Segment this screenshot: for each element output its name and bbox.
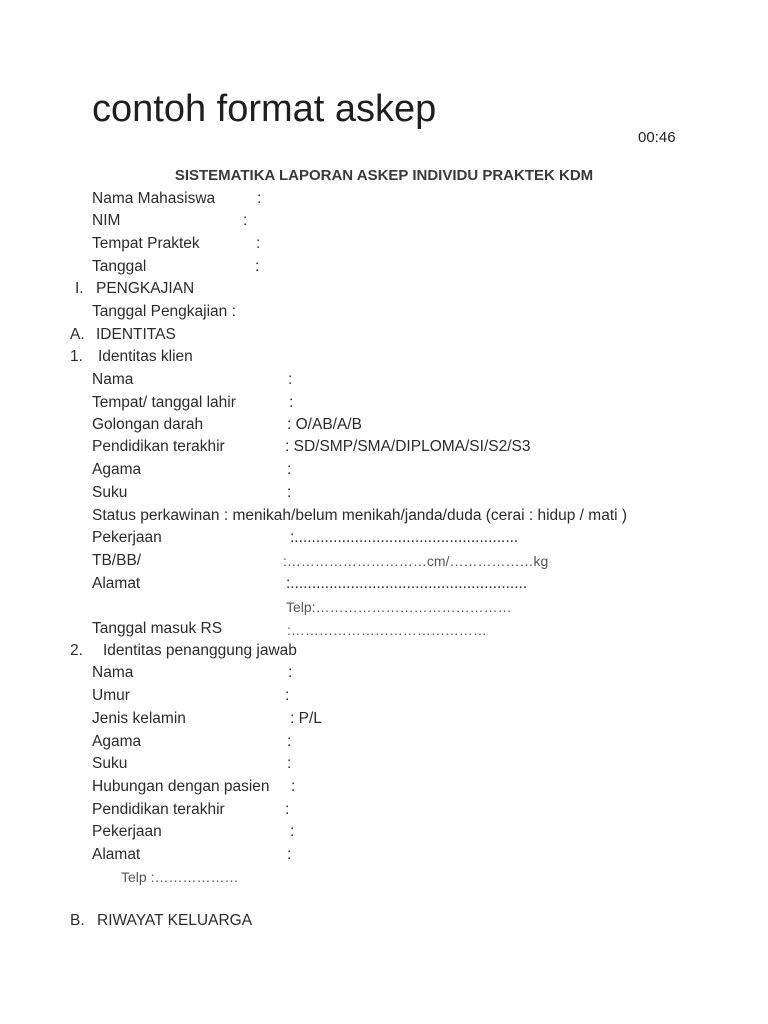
value-alamat: :....................................................... — [286, 575, 528, 592]
subsection-title-klien: Identitas klien — [98, 348, 193, 365]
section-number: I. — [75, 280, 84, 297]
label-golongan-darah: Golongan darah — [92, 416, 204, 433]
value-pendidikan: : SD/SMP/SMA/DIPLOMA/SI/S2/S3 — [285, 438, 531, 455]
label-nim: NIM — [92, 212, 121, 229]
colon: : — [255, 258, 260, 275]
label-umur: Umur — [92, 687, 130, 704]
section-letter: A. — [70, 326, 85, 343]
label-tanggal-masuk: Tanggal masuk RS — [92, 620, 223, 637]
label-tanggal: Tanggal — [92, 258, 147, 275]
colon: : — [287, 733, 292, 750]
label-pendidikan: Pendidikan terakhir — [92, 438, 225, 455]
form-heading: SISTEMATIKA LAPORAN ASKEP INDIVIDU PRAKTEK KDM — [174, 167, 594, 184]
colon: : — [288, 664, 293, 681]
label-telp: Telp :……………… — [121, 869, 239, 885]
label-suku: Suku — [92, 755, 128, 772]
label-agama: Agama — [92, 733, 142, 750]
label-pekerjaan: Pekerjaan — [92, 823, 162, 840]
subsection-title-penanggung: Identitas penanggung jawab — [103, 642, 297, 659]
label-pekerjaan: Pekerjaan — [92, 529, 162, 546]
label-ttl: Tempat/ tanggal lahir — [92, 394, 236, 411]
document-title: contoh format askep — [92, 88, 437, 130]
value-jenis-kelamin: : P/L — [290, 710, 322, 727]
section-title-riwayat-keluarga: RIWAYAT KELUARGA — [97, 912, 253, 929]
colon: : — [243, 212, 248, 229]
section-title-identitas: IDENTITAS — [96, 326, 176, 343]
label-jenis-kelamin: Jenis kelamin — [92, 710, 186, 727]
label-status-perkawinan: Status perkawinan : menikah/belum menikah/janda/duda (cerai : hidup / mati ) — [92, 507, 628, 524]
label-tempat-praktek: Tempat Praktek — [92, 235, 200, 252]
label-nama-mahasiswa: Nama Mahasiswa — [92, 190, 216, 207]
label-nama: Nama — [92, 371, 134, 388]
value-telp: Telp:…………………………………… — [286, 599, 512, 615]
colon: : — [287, 755, 292, 772]
colon: : — [287, 846, 292, 863]
subsection-number: 1. — [70, 348, 83, 365]
section-title-pengkajian: PENGKAJIAN — [96, 280, 195, 297]
label-hubungan: Hubungan dengan pasien — [92, 778, 270, 795]
colon: : — [289, 394, 294, 411]
label-agama: Agama — [92, 461, 142, 478]
colon: : — [291, 778, 296, 795]
value-golongan-darah: : O/AB/A/B — [287, 416, 362, 433]
label-pendidikan: Pendidikan terakhir — [92, 801, 225, 818]
value-pekerjaan: :.................................................... — [290, 529, 519, 546]
colon: : — [285, 801, 290, 818]
colon: : — [285, 687, 290, 704]
section-letter: B. — [70, 912, 85, 929]
colon: : — [288, 371, 293, 388]
label-suku: Suku — [92, 484, 128, 501]
colon: : — [256, 235, 261, 252]
label-alamat: Alamat — [92, 846, 141, 863]
colon: : — [287, 484, 292, 501]
colon: : — [257, 190, 262, 207]
label-nama: Nama — [92, 664, 134, 681]
colon: : — [290, 823, 295, 840]
subsection-number: 2. — [70, 642, 83, 659]
label-tb-bb: TB/BB/ — [92, 552, 142, 569]
timestamp: 00:46 — [638, 129, 676, 146]
value-tb-bb: :…………………………cm/………………kg — [283, 553, 549, 569]
label-tanggal-pengkajian: Tanggal Pengkajian : — [92, 303, 236, 320]
value-tanggal-masuk: :…………………………………… — [287, 622, 487, 638]
colon: : — [287, 461, 292, 478]
label-alamat: Alamat — [92, 575, 141, 592]
